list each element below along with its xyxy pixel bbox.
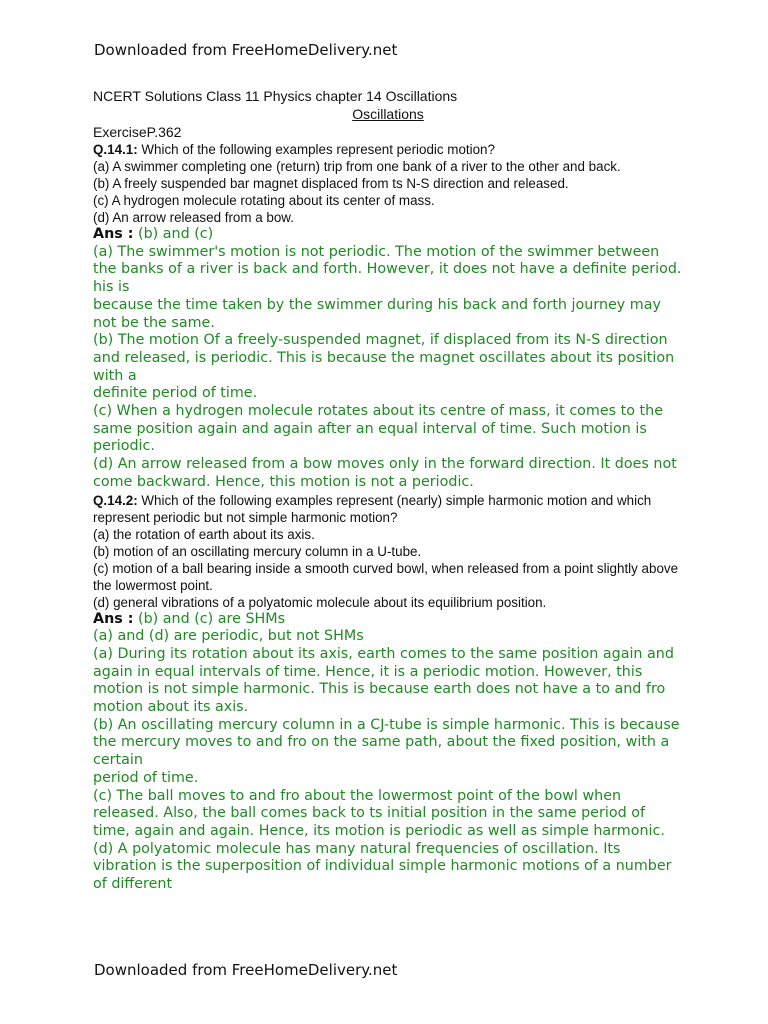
page-header: Downloaded from FreeHomeDelivery.net	[94, 41, 398, 59]
answer-2-explanation: (d) A polyatomic molecule has many natural frequencies of oscillation. Its vibration is the superposition of individual simple harmonic motions of a number of different	[93, 840, 672, 893]
answer-1-explanation: (b) The motion Of a freely-suspended magnet, if displaced from its N-S direction and released, is periodic. This is because the magnet oscillates about its position with a	[93, 332, 675, 384]
answer-1-explanation: (c) When a hydrogen molecule rotates about its centre of mass, it comes to the same position again and again after an equal interval of time. Such motion is periodic.	[93, 403, 663, 455]
exercise-label: ExerciseP.362	[93, 124, 182, 140]
answer-2-explanation: (b) An oscillating mercury column in a CJ-tube is simple harmonic. This is because the mercury moves to and fro on the same path, about the fixed position, with a certain	[93, 716, 680, 769]
question-2-option: (c) motion of a ball bearing inside a smooth curved bowl, when released from a point slightly above the lowermost point.	[93, 560, 679, 593]
question-2-option: (d) general vibrations of a polyatomic molecule about its equilibrium position.	[93, 594, 547, 610]
question-1-option: (c) A hydrogen molecule rotating about its center of mass.	[93, 193, 435, 208]
answer-2	[93, 611, 683, 629]
answer-2-explanation: (c) The ball moves to and fro about the lowermost point of the bowl when released. Also, the ball comes back to ts initial position in the same period of time, again and again. Hence, its motion is periodic as well as simple harmonic.	[93, 787, 665, 839]
answer-1-label: Ans :	[93, 226, 134, 242]
answer-1-explanation: definite period of time.	[93, 385, 258, 402]
answer-1-explanation: because the time taken by the swimmer during his back and forth journey may not be the same.	[93, 296, 661, 331]
question-1-option: (a) A swimmer completing one (return) trip from one bank of a river to the other and back.	[93, 159, 621, 174]
question-1-option: (d) An arrow released from a bow.	[93, 210, 294, 225]
answer-1-explanation: (d) An arrow released from a bow moves only in the forward direction. It does not come backward. Hence, this motion is not a periodic.	[93, 456, 677, 490]
question-1-option: (b) A freely suspended bar magnet displaced from ts N-S direction and released.	[93, 176, 569, 191]
document-body	[93, 87, 683, 894]
answer-2-explanation: (a) and (d) are periodic, but not SHMs	[93, 628, 364, 645]
section-title: Oscillations	[352, 106, 424, 122]
question-1-label: Q.14.1:	[93, 142, 138, 157]
question-2-option: (b) motion of an oscillating mercury column in a U-tube.	[93, 543, 422, 559]
question-1	[93, 141, 683, 158]
doc-title: NCERT Solutions Class 11 Physics chapter 14 Oscillations	[93, 88, 458, 104]
question-2-label: Q.14.2:	[93, 492, 138, 508]
question-2	[93, 492, 683, 526]
answer-2-label: Ans :	[93, 610, 134, 627]
answer-2-text: (b) and (c) are SHMs	[133, 610, 286, 627]
answer-1	[93, 226, 683, 244]
answer-1-explanation: (a) The swimmer's motion is not periodic. The motion of the swimmer between the banks of a river is back and forth. However, it does not have a definite period. his is	[93, 243, 682, 296]
answer-2-explanation: period of time.	[93, 769, 199, 786]
question-1-text: Which of the following examples represent periodic motion?	[137, 142, 495, 157]
answer-2-explanation: (a) During its rotation about its axis, earth comes to the same position again and again in equal intervals of time. Hence, it is a periodic motion. However, this motion is not simple harmonic. This is because earth does not have a to and fro motion about its axis.	[93, 645, 674, 716]
question-2-text: Which of the following examples represent (nearly) simple harmonic motion and which represent periodic but not simple harmonic motion?	[93, 492, 652, 525]
page-footer: Downloaded from FreeHomeDelivery.net	[94, 961, 398, 979]
answer-1-text: (b) and (c)	[133, 226, 214, 242]
question-2-option: (a) the rotation of earth about its axis.	[93, 526, 315, 542]
